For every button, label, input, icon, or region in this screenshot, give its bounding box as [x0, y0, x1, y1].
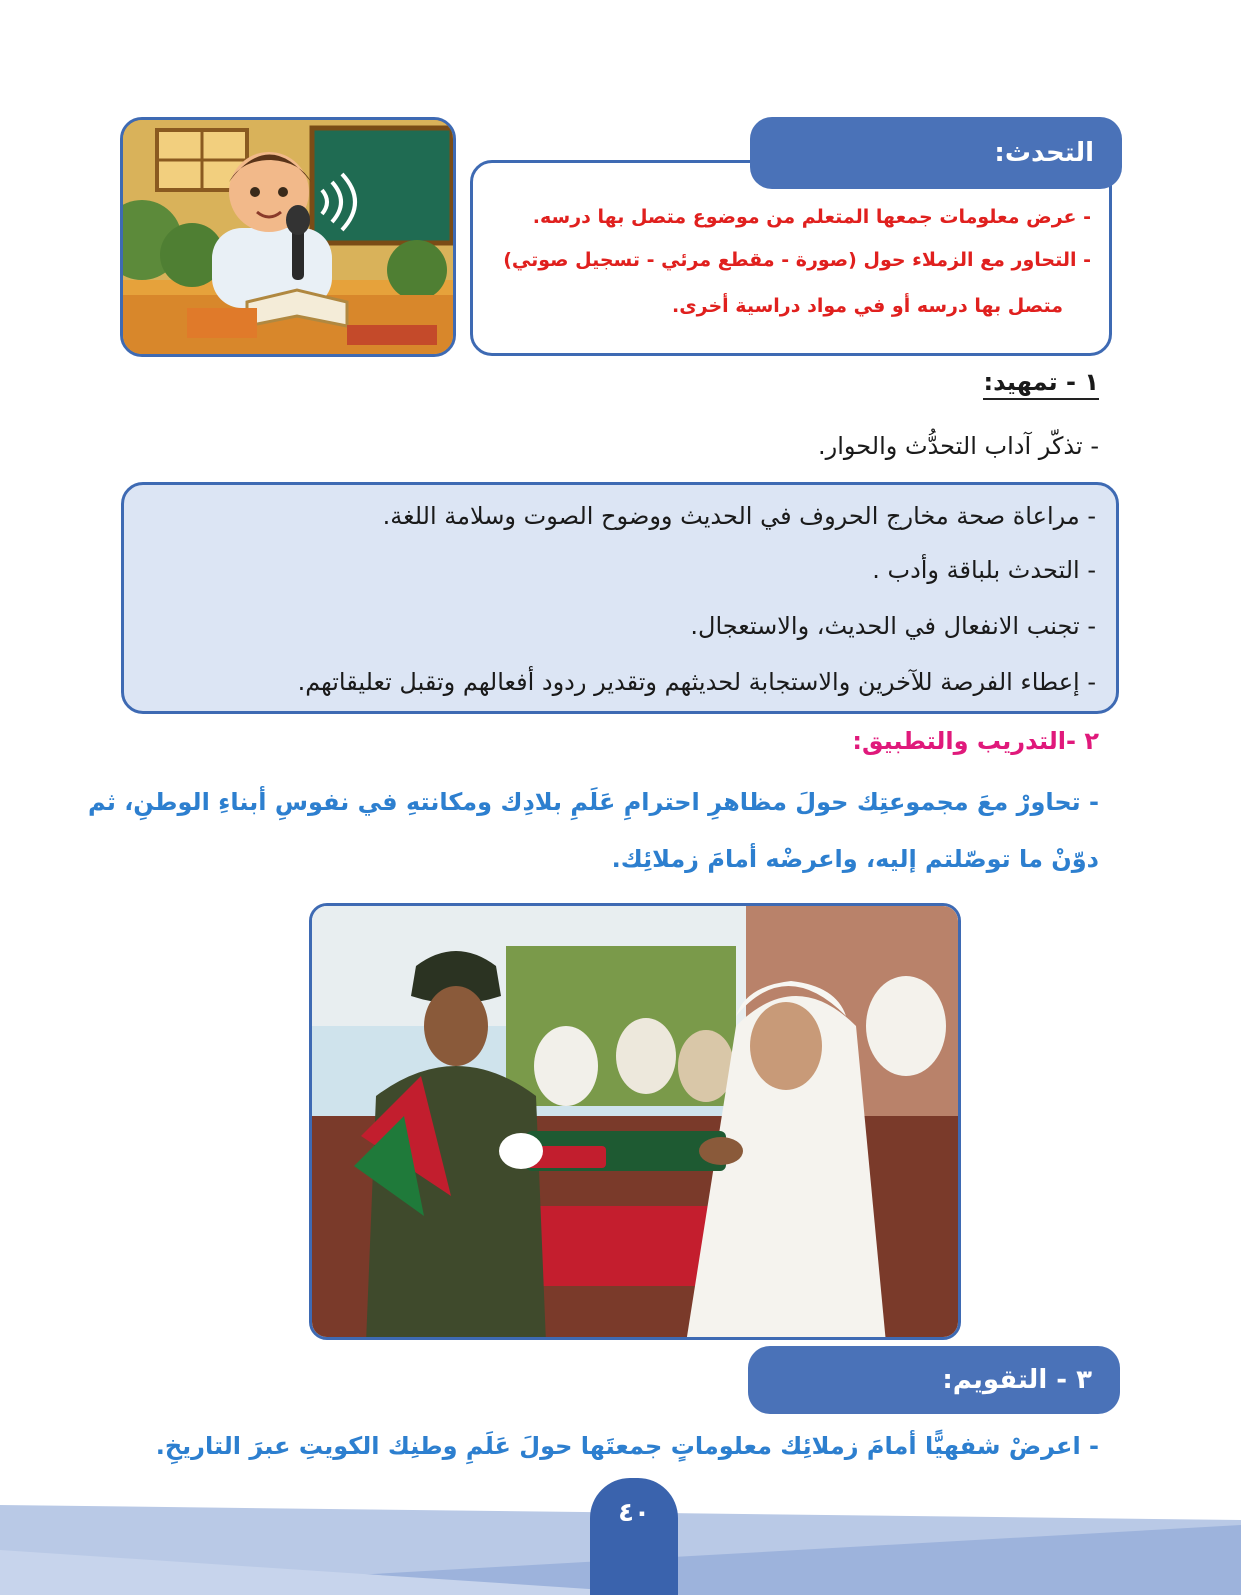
section2-task-line-1: - تحاورْ معَ مجموعتِك حولَ مظاهرِ احترامِ عَلَمِ بلادِك ومكانتهِ في نفوسِ أبناءِ الوطنِ، ثم: [88, 788, 1099, 816]
classroom-drawing: [120, 120, 453, 357]
speaking-line-1: - عرض معلومات جمعها المتعلم من موضوع متصل بها درسه.: [532, 206, 1091, 228]
speaking-line-3: متصل بها درسه أو في مواد دراسية أخرى.: [672, 295, 1063, 317]
section1-subtitle: - تذكّر آداب التحدُّث والحوار.: [818, 432, 1099, 460]
evaluation-title: ٣ - التقويم:: [942, 1365, 1092, 1395]
manner-item-2: - التحدث بلباقة وأدب .: [872, 556, 1096, 584]
speaking-line-2: - التحاور مع الزملاء حول (صورة - مقطع مرئي - تسجيل صوتي): [503, 249, 1091, 271]
speaking-title-tab: [750, 117, 1122, 189]
ceremony-drawing: [309, 906, 958, 1340]
section2-heading: ٢ -التدريب والتطبيق:: [852, 727, 1099, 755]
manner-item-3: - تجنب الانفعال في الحديث، والاستعجال.: [690, 612, 1096, 640]
flag-ceremony-photo: [309, 903, 961, 1340]
manner-item-1: - مراعاة صحة مخارج الحروف في الحديث ووضوح الصوت وسلامة اللغة.: [382, 502, 1096, 530]
evaluation-title-tab: [748, 1346, 1120, 1414]
page-number: ٤٠: [590, 1478, 678, 1595]
speaking-title: التحدث:: [994, 138, 1094, 168]
boy-speaking-illustration: [120, 117, 456, 357]
manner-item-4: - إعطاء الفرصة للآخرين والاستجابة لحديثهم وتقدير ردود أفعالهم وتقبل تعليقاتهم.: [297, 668, 1096, 696]
section2-task-line-2: دوّنْ ما توصّلتم إليه، واعرضْه أمامَ زملائِك.: [611, 845, 1099, 873]
evaluation-task: - اعرضْ شفهيًّا أمامَ زملائِك معلوماتٍ جمعتَها حولَ عَلَمِ وطنِك الكويتِ عبرَ التاريخِ.: [155, 1432, 1099, 1460]
section1-heading: ١ - تمهيد:: [983, 368, 1099, 400]
